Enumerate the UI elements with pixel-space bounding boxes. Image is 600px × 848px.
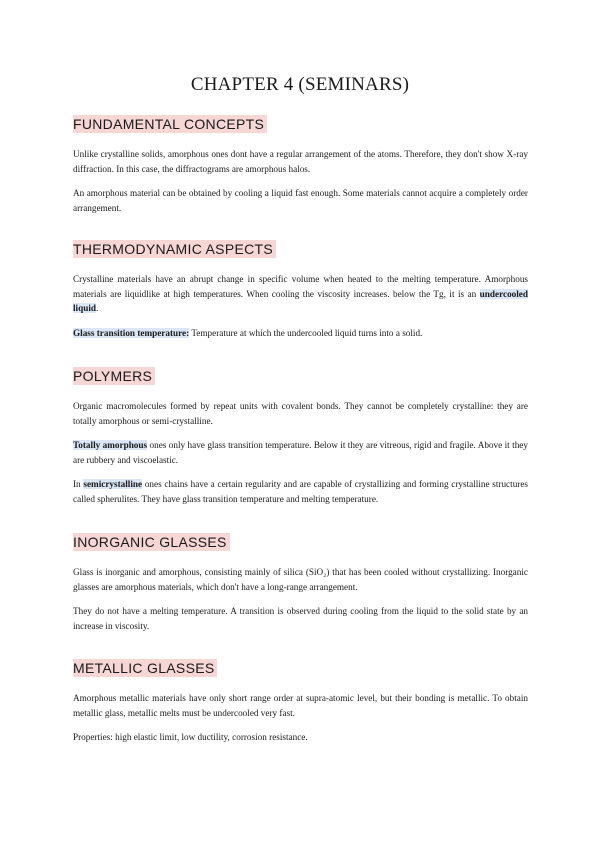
highlighted-term: Glass transition temperature: xyxy=(73,327,190,338)
section-thermodynamic-aspects xyxy=(73,239,528,350)
page-title: CHAPTER 4 (SEMINARS) xyxy=(190,74,410,95)
section-heading: POLYMERS xyxy=(73,367,155,385)
section-fundamental-concepts xyxy=(73,114,528,225)
paragraph-text: ones only have glass transition temperature. Below it they are vitreous, rigid and fragile. Above it they are rubbery and viscoelastic. xyxy=(73,440,528,465)
section-heading: THERMODYNAMIC ASPECTS xyxy=(73,240,276,258)
paragraph xyxy=(73,477,528,506)
section-heading: FUNDAMENTAL CONCEPTS xyxy=(73,115,267,133)
paragraph: Glass is inorganic and amorphous, consisting mainly of silica (SiO₂) that has been cooled without crystallizing. Inorganic glasses are amorphous materials, which don't have a long-range arrangement. xyxy=(73,567,528,592)
section-heading: METALLIC GLASSES xyxy=(73,659,217,677)
paragraph xyxy=(73,326,528,341)
paragraph: An amorphous material can be obtained by cooling a liquid fast enough. Some materials cannot acquire a completely order arrangement. xyxy=(73,188,528,213)
section-polymers xyxy=(73,366,528,516)
paragraph-text: Temperature at which the undercooled liquid turns into a solid. xyxy=(189,327,423,338)
highlighted-term: undercooled liquid xyxy=(73,288,528,313)
paragraph: They do not have a melting temperature. A transition is observed during cooling from the liquid to the solid state by an increase in viscosity. xyxy=(73,606,528,631)
paragraph: Amorphous metallic materials have only short range order at supra-atomic level, but their bonding is metallic. To obtain metallic glass, metallic melts must be undercooled very fast. xyxy=(73,693,528,718)
highlighted-term: semicrystalline xyxy=(83,479,143,489)
paragraph-text: In xyxy=(73,479,84,489)
paragraph: Unlike crystalline solids, amorphous ones dont have a regular arrangement of the atoms. Therefore, they don't show X-ray diffraction. In this case, the diffractograms are amorphous halos. xyxy=(73,149,528,174)
paragraph-text: Crystalline materials have an abrupt change in specific volume when heated to the melting temperature. Amorphous materials are liquidlike at high temperatures. When cooling the viscosity increases. below the Tg, it is an xyxy=(73,274,528,299)
paragraph xyxy=(73,438,528,467)
section-heading: INORGANIC GLASSES xyxy=(73,533,230,551)
paragraph xyxy=(73,272,528,316)
paragraph-text: . xyxy=(96,303,99,313)
paragraph: Organic macromolecules formed by repeat units with covalent bonds. They cannot be completely crystalline: they are totally amorphous or semi-crystalline. xyxy=(73,401,528,426)
highlighted-term: Totally amorphous xyxy=(73,440,148,450)
section-inorganic-glasses xyxy=(73,532,528,643)
section-metallic-glasses xyxy=(73,658,528,755)
paragraph: Properties: high elastic limit, low ductility, corrosion resistance. xyxy=(73,732,308,742)
paragraph-text: ones chains have a certain regularity and are capable of crystallizing and forming crystalline structures called spherulites. They have glass transition temperature and melting temperature. xyxy=(73,479,528,504)
